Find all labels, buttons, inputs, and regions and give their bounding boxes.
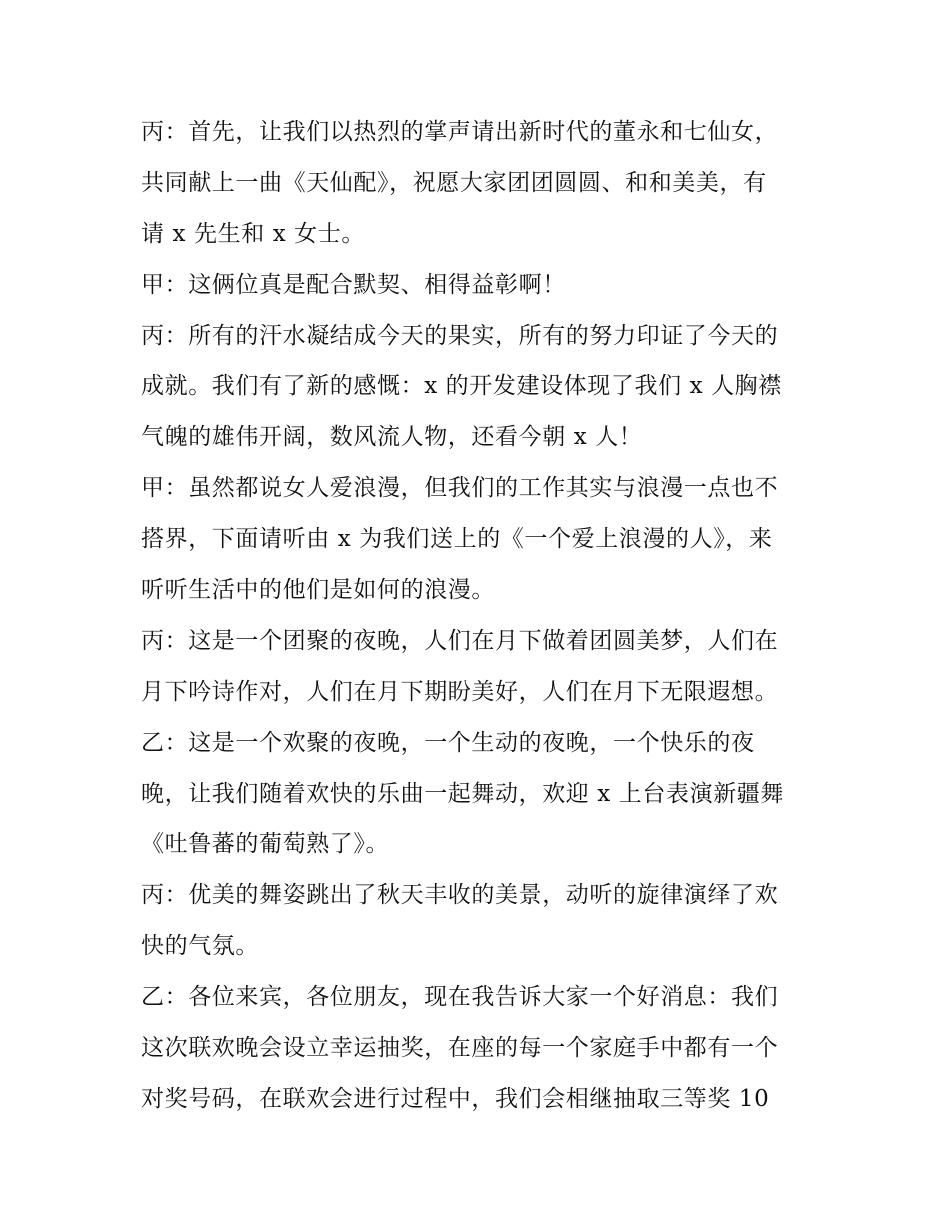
text-line-15: 《吐鲁蕃的葡萄熟了》。 — [141, 831, 390, 858]
text-line-12: 月下吟诗作对，人们在月下期盼美好，人们在月下无限遐想。 — [141, 678, 779, 705]
text-line-14: 晚，让我们随着欢快的乐曲一起舞动，欢迎 x 上台表演新疆舞 — [141, 780, 784, 807]
text-line-7: 气魄的雄伟开阔，数风流人物，还看今朝 x 人！ — [141, 424, 643, 451]
text-line-5: 丙：所有的汗水凝结成今天的果实，所有的努力印证了今天的 — [141, 322, 779, 349]
text-line-16: 丙：优美的舞姿跳出了秋天丰收的美景，动听的旋律演绎了欢 — [141, 882, 779, 909]
text-line-3: 请 x 先生和 x 女士。 — [141, 220, 365, 247]
script-text — [141, 107, 821, 1125]
text-line-13: 乙：这是一个欢聚的夜晚，一个生动的夜晚，一个快乐的夜 — [141, 729, 755, 756]
text-line-9: 搭界，下面请听由 x 为我们送上的《一个爱上浪漫的人》，来 — [141, 526, 773, 553]
text-line-4: 甲：这俩位真是配合默契、相得益彰啊！ — [141, 271, 566, 298]
text-line-18: 乙：各位来宾，各位朋友，现在我告诉大家一个好消息：我们 — [141, 984, 779, 1011]
text-line-10: 听听生活中的他们是如何的浪漫。 — [141, 577, 495, 604]
text-line-17: 快的气氛。 — [141, 933, 259, 960]
text-line-19: 这次联欢晚会设立幸运抽奖，在座的每一个家庭手中都有一个 — [141, 1035, 779, 1062]
text-line-6: 成就。我们有了新的感慨：x 的开发建设体现了我们 x 人胸襟 — [141, 373, 782, 400]
text-line-2: 共同献上一曲《天仙配》，祝愿大家团团圆圆、和和美美，有 — [141, 169, 767, 196]
text-line-11: 丙：这是一个团聚的夜晚，人们在月下做着团圆美梦，人们在 — [141, 627, 779, 654]
text-line-8: 甲：虽然都说女人爱浪漫，但我们的工作其实与浪漫一点也不 — [141, 475, 779, 502]
text-line-20: 对奖号码，在联欢会进行过程中，我们会相继抽取三等奖 10 — [141, 1085, 770, 1112]
text-line-1: 丙：首先，让我们以热烈的掌声请出新时代的董永和七仙女， — [141, 119, 779, 145]
